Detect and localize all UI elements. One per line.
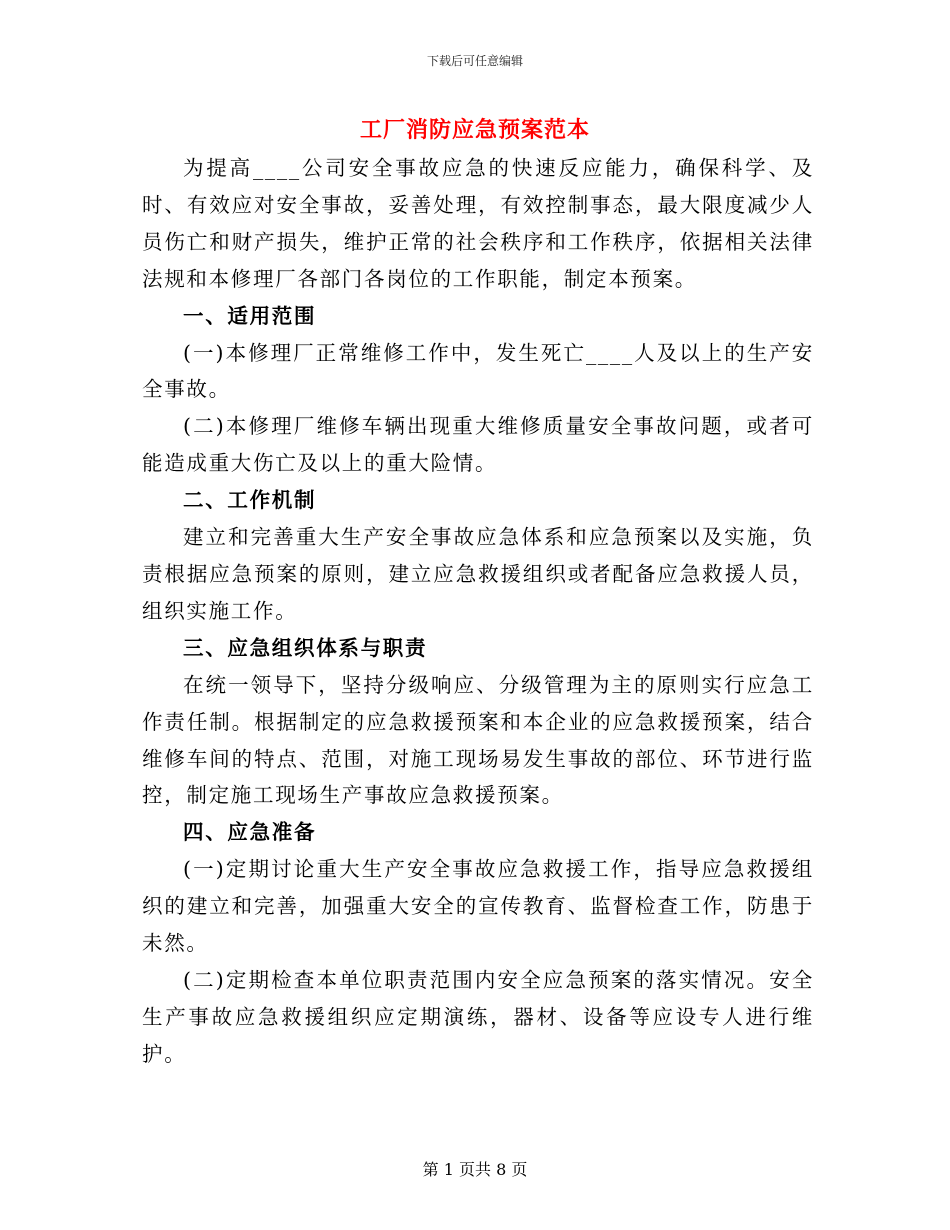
section-paragraph: 建立和完善重大生产安全事故应急体系和应急预案以及实施，负责根据应急预案的原则，建立应急救援组织或者配备应急救援人员，组织实施工作。 — [142, 525, 814, 623]
section-paragraph: 在统一领导下，坚持分级响应、分级管理为主的原则实行应急工作责任制。根据制定的应急救援预案和本企业的应急救援预案，结合维修车间的特点、范围，对施工现场易发生事故的部位、环节进行监控，制定施工现场生产事故应急救援预案。 — [142, 672, 814, 808]
section-paragraph: (一)定期讨论重大生产安全事故应急救援工作，指导应急救援组织的建立和完善，加强重大安全的宣传教育、监督检查工作，防患于未然。 — [142, 857, 814, 956]
document-title: 工厂消防应急预案范本 — [359, 118, 590, 143]
intro-paragraph: 为提高____公司安全事故应急的快速反应能力，确保科学、及时、有效应对安全事故，妥善处理，有效控制事态，最大限度减少人员伤亡和财产损失，维护正常的社会秩序和工作秩序，依据相关法律法规和本修理厂各部门各岗位的工作职能，制定本预案。 — [142, 156, 814, 291]
header-note: 下载后可任意编辑 — [426, 54, 523, 68]
section-heading: 二、工作机制 — [183, 488, 317, 513]
section-heading: 四、应急准备 — [183, 820, 317, 845]
section-heading: 三、应急组织体系与职责 — [183, 635, 428, 660]
section-paragraph: (一)本修理厂正常维修工作中，发生死亡____人及以上的生产安全事故。 — [142, 340, 814, 402]
section-paragraph: (二)本修理厂维修车辆出现重大维修质量安全事故问题，或者可能造成重大伤亡及以上的重大险情。 — [142, 414, 814, 476]
section-paragraph: (二)定期检查本单位职责范围内安全应急预案的落实情况。安全生产事故应急救援组织应定期演练，器材、设备等应设专人进行维护。 — [142, 967, 814, 1066]
page-footer: 第 1 页共 8 页 — [422, 1160, 528, 1179]
section-heading: 一、适用范围 — [183, 303, 317, 328]
document-body — [142, 150, 814, 1073]
